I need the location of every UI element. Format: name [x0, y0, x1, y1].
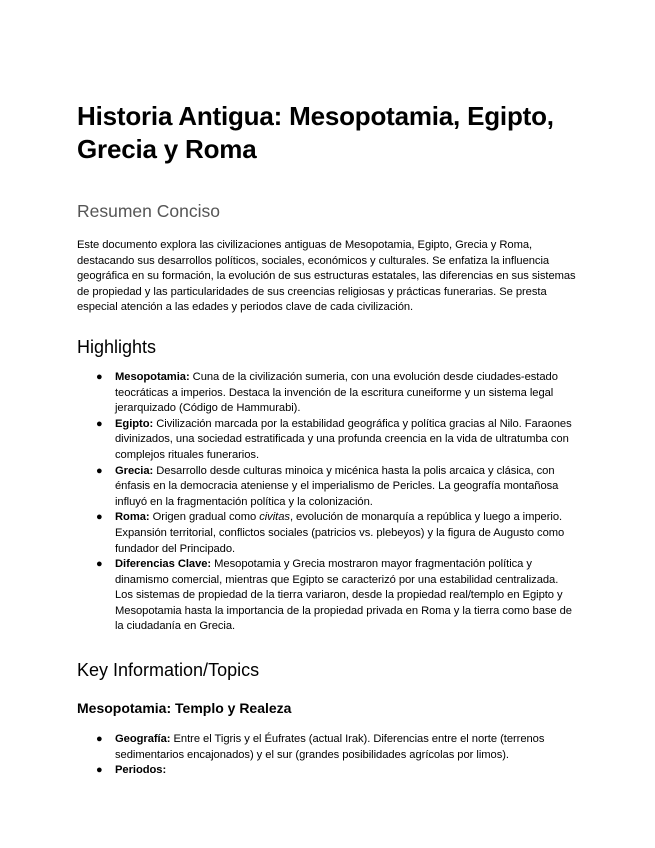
item-text: Cuna de la civilización sumeria, con una evolución desde ciudades-estado teocráticas a imperios. Destaca la invención de la escritura cuneiforme y un sistema legal jerarquizado (Código de Hammurabi). [115, 370, 558, 415]
page-title: Historia Antigua: Mesopotamia, Egipto, Grecia y Roma [77, 101, 554, 164]
key-info-heading: Key Information/Topics [77, 660, 260, 681]
bullet-icon: ● [96, 511, 103, 524]
bullet-icon: ● [96, 558, 103, 571]
bullet-icon: ● [96, 464, 103, 477]
item-text: Civilización marcada por la estabilidad geográfica y política gracias al Nilo. Faraones divinizados, una sociedad estratificada y una profunda creencia en la vida de ultratumba con complejos rituales funerarios. [115, 417, 572, 461]
item-text: Desarrollo desde culturas minoica y micénica hasta la polis arcaica y clásica, con énfasis en la democracia ateniense y el imperialismo de Pericles. La geografía montañosa influyó en la fragmentación política y la colonización. [115, 464, 559, 508]
item-text: Entre el Tigris y el Éufrates (actual Irak). Diferencias entre el norte (terrenos sedimentarios encajonados) y el sur (grandes posibilidades agrícolas por limos). [115, 733, 545, 761]
item-term: Geografía: [115, 733, 171, 746]
item-text-before: Origen gradual como [149, 511, 260, 524]
list-item-grecia [77, 464, 577, 511]
bullet-icon: ● [96, 370, 103, 383]
key-info-list [77, 732, 577, 779]
bullet-icon: ● [96, 417, 103, 430]
item-text: Mesopotamia y Grecia mostraron mayor fragmentación política y dinamismo comercial, mientras que Egipto se caracterizó por una estabilidad centralizada. Los sistemas de propiedad de la tierra variaron, desde la propiedad real/templo en Egipto y Mesopotamia hasta la importancia de la propiedad privada en Roma y la tierra como base de la ciudadanía en Grecia. [115, 558, 572, 633]
key-info-subheading: Mesopotamia: Templo y Realeza [77, 700, 292, 717]
bullet-icon: ● [96, 733, 103, 746]
list-item-roma [77, 510, 577, 557]
list-item-mesopotamia [77, 370, 577, 417]
item-term: Egipto: [115, 417, 154, 430]
list-item-periodos [77, 763, 577, 779]
document-content [77, 100, 577, 779]
bullet-icon: ● [96, 764, 103, 777]
item-text-after: , evolución de monarquía a república y luego a imperio. Expansión territorial, conflictos sociales (patricios vs. plebeyos) y la figura de Augusto como fundador del Principado. [115, 511, 565, 555]
item-term: Diferencias Clave: [115, 558, 212, 571]
list-item-egipto [77, 417, 577, 464]
list-item-geografia [77, 732, 577, 763]
item-term: Mesopotamia: [115, 370, 190, 383]
item-term: Grecia: [115, 464, 154, 477]
list-item-diferencias-clave [77, 557, 577, 635]
item-term: Periodos: [115, 764, 167, 777]
summary-paragraph: Este documento explora las civilizaciones antiguas de Mesopotamia, Egipto, Grecia y Roma, destacando sus desarrollos políticos, sociales, económicos y culturales. Se enfatiza la influencia geográfica en su formación, la evolución de sus estructuras estatales, las diferencias en sus sistemas de propiedad y las particularidades de sus creencias religiosas y prácticas funerarias. Se presta especial atención a las edades y periodos clave de cada civilización. [77, 239, 576, 314]
highlights-list [77, 370, 577, 635]
item-term: Roma: [115, 511, 150, 524]
highlights-heading: Highlights [77, 336, 157, 357]
summary-heading: Resumen Conciso [77, 201, 220, 221]
item-text-emphasis: civitas [259, 511, 290, 524]
